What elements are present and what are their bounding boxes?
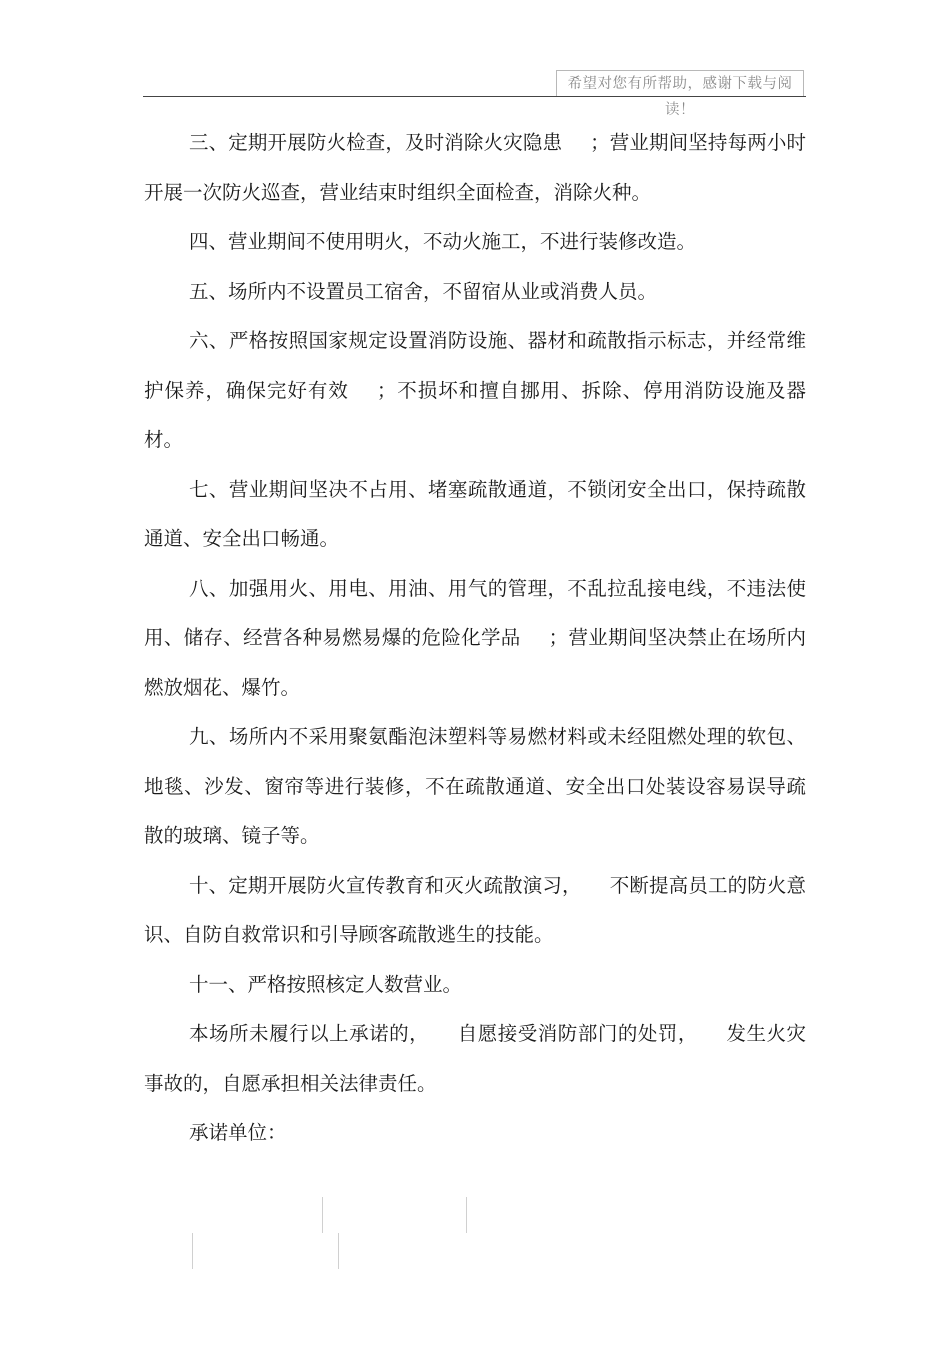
paragraph-7 (144, 465, 806, 564)
paragraph-text: 不断提高员工的防火意识、自防自救常识和引导顾客疏散逃生的技能。 (144, 873, 806, 946)
paragraph-3 (144, 118, 806, 217)
signature-line (192, 1233, 193, 1269)
paragraph-text: 三、定期开展防火检查，及时消除火灾隐患 (189, 131, 563, 154)
paragraph-10 (144, 861, 806, 960)
paragraph-9 (144, 712, 806, 861)
paragraph-text: 四、营业期间不使用明火，不动火施工，不进行装修改造。 (189, 230, 697, 253)
paragraph-6 (144, 316, 806, 465)
paragraph-text: 十一、严格按照核定人数营业。 (189, 972, 463, 996)
paragraph-text: 五、场所内不设置员工宿舍，不留宿从业或消费人员。 (189, 279, 658, 303)
paragraph-text: ；营业期间坚决禁止在场所内燃放烟花、爆竹。 (144, 626, 806, 699)
document-body (144, 118, 806, 1158)
header-divider (143, 96, 806, 97)
header-note: 希望对您有所帮助，感谢下载与阅读！ (556, 70, 804, 96)
paragraph-text: 九、场所内不采用聚氨酯泡沫塑料等易燃材料或未经阻燃处理的软包、地毯、沙发、窗帘等进行装修，不在疏散通道、安全出口处装设容易误导疏散的玻璃、镜子等。 (144, 725, 806, 847)
signature-label (144, 1108, 806, 1158)
paragraph-text: ；不损坏和擅自挪用、拆除、停用消防设施及器材。 (144, 378, 806, 451)
signature-area (0, 1195, 950, 1275)
paragraph-text: 六、严格按照国家规定设置消防设施、器材和疏散指示标志，并经常维护保养，确保完好有效 (144, 329, 806, 402)
signature-line (466, 1197, 467, 1233)
paragraph-text: 十、定期开展防火宣传教育和灭火疏散演习， (189, 873, 582, 897)
paragraph-8 (144, 564, 806, 713)
paragraph-text: 发生火灾事故的，自愿承担相关法律责任。 (144, 1022, 806, 1095)
paragraph-commitment (144, 1009, 806, 1108)
paragraph-5 (144, 267, 806, 317)
signature-line (338, 1233, 339, 1269)
paragraph-text: ；营业期间坚持每两小时开展一次防火巡查，营业结束时组织全面检查，消除火种。 (144, 131, 806, 204)
paragraph-11 (144, 960, 806, 1010)
paragraph-text: 自愿接受消防部门的处罚， (457, 1022, 698, 1045)
paragraph-text: 七、营业期间坚决不占用、堵塞疏散通道，不锁闭安全出口，保持疏散通道、安全出口畅通。 (144, 477, 806, 550)
paragraph-text: 承诺单位： (189, 1121, 287, 1144)
paragraph-text: 本场所未履行以上承诺的， (189, 1022, 430, 1045)
signature-line (322, 1197, 323, 1233)
paragraph-text: 八、加强用火、用电、用油、用气的管理，不乱拉乱接电线，不违法使用、储存、经营各种易燃易爆的危险化学品 (144, 576, 806, 649)
paragraph-4 (144, 217, 806, 267)
